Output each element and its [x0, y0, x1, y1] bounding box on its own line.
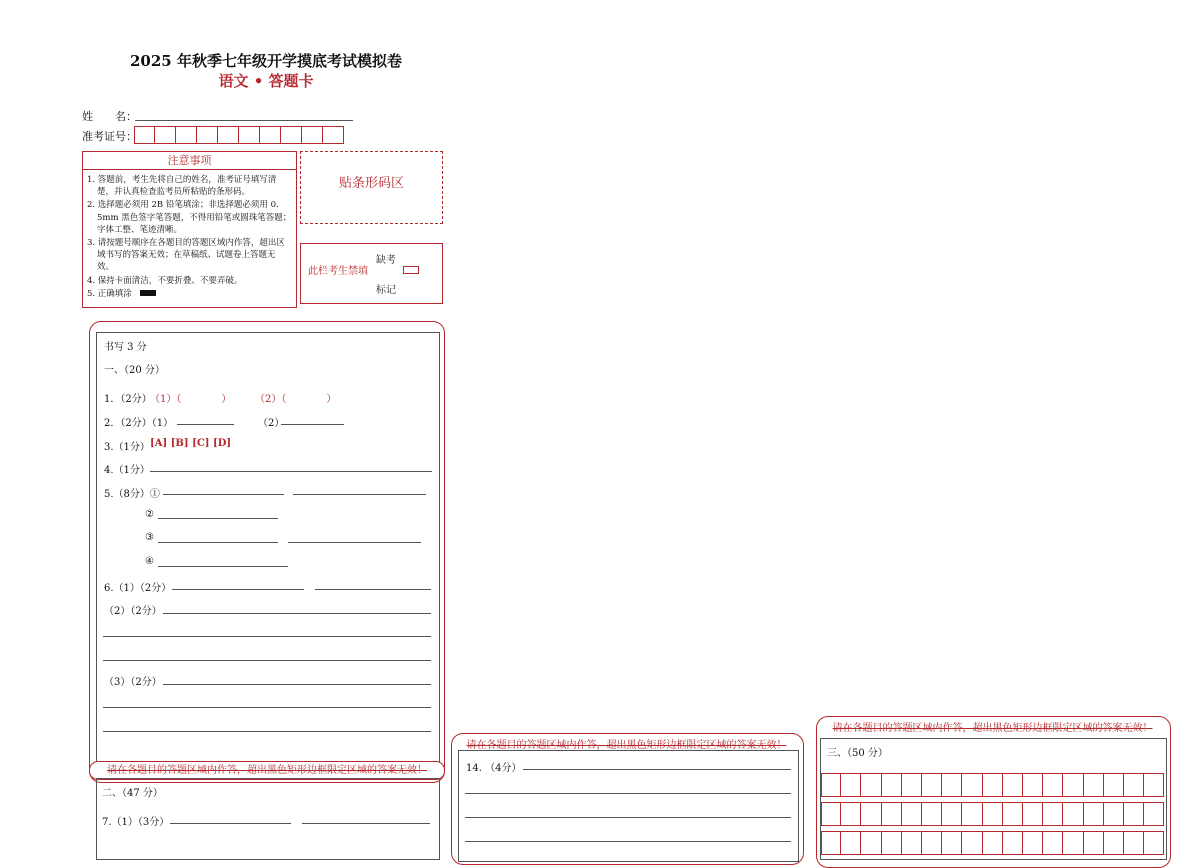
grid-cell[interactable]	[882, 831, 902, 855]
absent-line1: 缺考	[376, 255, 396, 266]
id-cell[interactable]	[302, 126, 323, 144]
warning-text: 请在各题目的答题区域内作答，超出黑色矩形边框限定区域的答案无效！	[832, 723, 1153, 734]
grid-cell[interactable]	[1003, 802, 1023, 826]
q5-line[interactable]	[163, 494, 284, 495]
grid-cell[interactable]	[821, 831, 841, 855]
grid-cell[interactable]	[1043, 773, 1063, 797]
grid-cell[interactable]	[942, 802, 962, 826]
q6-line[interactable]	[103, 660, 431, 661]
grid-cell[interactable]	[922, 773, 942, 797]
grid-cell[interactable]	[922, 802, 942, 826]
grid-cell[interactable]	[1023, 831, 1043, 855]
grid-cell[interactable]	[1003, 773, 1023, 797]
grid-cell[interactable]	[1104, 773, 1124, 797]
grid-cell[interactable]	[962, 773, 982, 797]
grid-cell[interactable]	[1124, 773, 1144, 797]
grid-cell[interactable]	[1063, 831, 1083, 855]
warning-text: 请在各题目的答题区域内作答，超出黑色矩形边框限定区域的答案无效！	[107, 765, 427, 776]
barcode-label: 贴条形码区	[338, 176, 404, 191]
q6-sub2: （2）（2分）	[104, 606, 162, 617]
id-cell[interactable]	[323, 126, 344, 144]
id-number-boxes[interactable]	[134, 126, 344, 144]
grid-cell[interactable]	[861, 802, 881, 826]
barcode-area	[300, 151, 443, 224]
grid-cell[interactable]	[821, 802, 841, 826]
notice-item: 4. 保持卡面清洁，不要折叠、不要弄破。	[87, 275, 243, 286]
q1-blank1[interactable]: （1）（ ）	[150, 394, 232, 405]
q5-sub4: ④	[145, 556, 154, 567]
q14-label: 14. （4分）	[466, 763, 522, 774]
q3-label: 3.（1分）	[104, 442, 150, 453]
grid-cell[interactable]	[962, 831, 982, 855]
grid-cell[interactable]	[1144, 831, 1164, 855]
grid-cell[interactable]	[1144, 773, 1164, 797]
notice-item: 2. 选择题必须用 2B 铅笔填涂；非选择题必须用 0．5mm 黑色签字笔答题，不得用铅笔或圆珠笔答题；字体工整、笔迹清晰。	[87, 200, 292, 235]
grid-cell[interactable]	[942, 773, 962, 797]
q6-line[interactable]	[103, 731, 431, 732]
q2-line2[interactable]	[281, 424, 344, 425]
q14-line[interactable]	[465, 793, 791, 794]
grid-cell[interactable]	[1124, 831, 1144, 855]
q2-label2: （2）	[258, 418, 285, 429]
warning-text: 请在各题目的答题区域内作答，超出黑色矩形边框限定区域的答案无效！	[466, 740, 787, 751]
id-cell[interactable]	[155, 126, 176, 144]
grid-cell[interactable]	[902, 831, 922, 855]
id-cell[interactable]	[239, 126, 260, 144]
grid-cell[interactable]	[841, 802, 861, 826]
notice-title: 注意事项	[83, 152, 296, 170]
section2-heading: 二、（47 分）	[102, 788, 163, 799]
q6-label: 6.（1）（2分）	[104, 583, 172, 594]
grid-cell[interactable]	[1043, 831, 1063, 855]
grid-cell[interactable]	[922, 831, 942, 855]
absent-checkbox[interactable]	[403, 266, 419, 274]
grid-cell[interactable]	[902, 773, 922, 797]
q6-line[interactable]	[172, 589, 304, 590]
grid-cell[interactable]	[983, 831, 1003, 855]
id-cell[interactable]	[197, 126, 218, 144]
name-label: 姓 名：	[82, 110, 137, 123]
grid-cell[interactable]	[962, 802, 982, 826]
q7-label: 7.（1）（3分）	[102, 817, 170, 828]
q7-line[interactable]	[302, 823, 430, 824]
q5-line[interactable]	[158, 566, 288, 567]
notice-item-fill	[87, 288, 292, 300]
notice-item: 5. 正确填涂	[87, 288, 132, 299]
q1-label: 1．（2分）	[104, 394, 152, 405]
q5-sub3: ③	[145, 532, 154, 543]
grid-cell[interactable]	[1084, 831, 1104, 855]
q7-line[interactable]	[170, 823, 291, 824]
q14-line[interactable]	[465, 841, 791, 842]
composition-grid[interactable]	[821, 773, 1165, 849]
grid-cell[interactable]	[983, 773, 1003, 797]
id-cell[interactable]	[176, 126, 197, 144]
q6-line[interactable]	[103, 636, 431, 637]
q6-sub3: （3）（2分）	[104, 677, 162, 688]
grid-cell[interactable]	[983, 802, 1003, 826]
q14-line[interactable]	[523, 769, 791, 770]
grid-cell[interactable]	[1144, 802, 1164, 826]
name-field[interactable]	[135, 120, 353, 121]
grid-cell[interactable]	[1104, 831, 1124, 855]
grid-cell[interactable]	[1043, 802, 1063, 826]
absent-line2: 标记	[376, 285, 396, 296]
grid-cell[interactable]	[1084, 773, 1104, 797]
id-cell[interactable]	[218, 126, 239, 144]
q6-line[interactable]	[103, 707, 431, 708]
section1-heading: 一、（20 分）	[104, 365, 165, 376]
q5-sub2: ②	[145, 509, 154, 520]
grid-cell[interactable]	[882, 773, 902, 797]
q2-label: 2．（2分）（1）	[104, 418, 174, 429]
correct-fill-swatch	[140, 290, 156, 296]
grid-cell[interactable]	[902, 802, 922, 826]
q5-line[interactable]	[293, 494, 426, 495]
absent-box	[300, 243, 443, 304]
q5-label: 5.（8分）①	[104, 489, 160, 500]
notice-box	[82, 151, 297, 308]
grid-cell[interactable]	[1023, 802, 1043, 826]
section3-heading: 三、（50 分）	[827, 748, 888, 759]
q1-blank2[interactable]: （2）（ ）	[255, 394, 337, 405]
grid-cell[interactable]	[882, 802, 902, 826]
notice-item: 3. 请按题号顺序在各题目的答题区域内作答，超出区域书写的答案无效；在草稿纸、试题卷上答题无效。	[87, 238, 285, 273]
exam-subtitle: 语文 • 答题卡	[218, 72, 314, 90]
grid-cell[interactable]	[1063, 802, 1083, 826]
q6-line[interactable]	[163, 684, 431, 685]
q6-line[interactable]	[315, 589, 431, 590]
grid-cell[interactable]	[841, 773, 861, 797]
grid-cell[interactable]	[841, 831, 861, 855]
notice-body	[83, 170, 296, 300]
grid-cell[interactable]	[1124, 802, 1144, 826]
grid-cell[interactable]	[1063, 773, 1083, 797]
q3-options[interactable]: [A] [B] [C] [D]	[150, 438, 232, 449]
exam-title: 2025 年秋季七年级开学摸底考试模拟卷	[130, 52, 402, 70]
absent-note: 此栏考生禁填	[308, 266, 368, 277]
q6-line[interactable]	[163, 613, 431, 614]
notice-item: 1. 答题前，考生先将自己的姓名，准考证号填写清楚，并认真检查监考员所粘贴的条形码。	[87, 175, 277, 198]
grid-cell[interactable]	[861, 831, 881, 855]
q4-label: 4.（1分）	[104, 465, 150, 476]
q5-line[interactable]	[158, 542, 278, 543]
q5-line[interactable]	[288, 542, 421, 543]
grid-cell[interactable]	[1084, 802, 1104, 826]
q4-line[interactable]	[150, 471, 432, 472]
grid-cell[interactable]	[1104, 802, 1124, 826]
q5-line[interactable]	[158, 518, 278, 519]
q14-line[interactable]	[465, 817, 791, 818]
q2-line1[interactable]	[177, 424, 234, 425]
grid-cell[interactable]	[942, 831, 962, 855]
writing-score: 书写 3 分	[104, 342, 147, 353]
id-cell[interactable]	[281, 126, 302, 144]
id-cell[interactable]	[134, 126, 155, 144]
id-cell[interactable]	[260, 126, 281, 144]
id-label: 准考证号：	[82, 130, 137, 143]
grid-cell[interactable]	[821, 773, 841, 797]
grid-cell[interactable]	[1023, 773, 1043, 797]
grid-cell[interactable]	[861, 773, 881, 797]
grid-cell[interactable]	[1003, 831, 1023, 855]
